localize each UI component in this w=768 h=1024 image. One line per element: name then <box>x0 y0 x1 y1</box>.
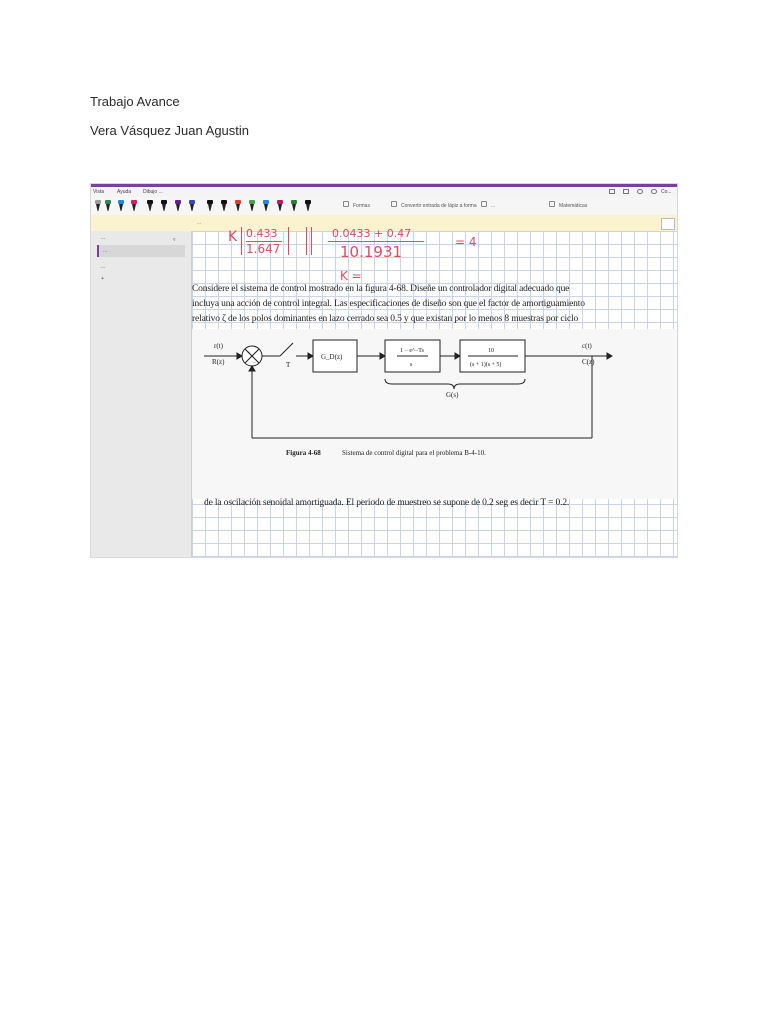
label-r-t: r(t) <box>214 342 223 350</box>
pen-icon[interactable] <box>118 200 124 211</box>
window-icon <box>623 189 629 194</box>
menu-item-help[interactable]: Ayuda <box>117 189 132 195</box>
add-page-button[interactable]: + <box>101 276 104 282</box>
pen-icon[interactable] <box>249 200 255 211</box>
ink-to-shape-button[interactable]: Convertir entrada de lápiz a forma <box>401 203 477 209</box>
handwritten-bar <box>306 227 307 255</box>
math-icon[interactable] <box>549 201 555 207</box>
handwritten-fraction2-numerator: 0.0433 + 0.47 <box>332 227 412 240</box>
window-icon <box>651 189 657 194</box>
filter-icon[interactable]: ▿ <box>173 237 176 243</box>
window-icon <box>637 189 643 194</box>
label-hold-numerator: 1 − e^−Ts <box>400 348 424 354</box>
pen-icon[interactable] <box>161 200 167 211</box>
pen-icon[interactable] <box>189 200 195 211</box>
pen-icon[interactable] <box>291 200 297 211</box>
label-plant-numerator: 10 <box>488 348 494 354</box>
handwritten-bar <box>288 227 289 255</box>
pen-icon[interactable] <box>277 200 283 211</box>
label-sampler: T <box>286 361 291 369</box>
caption-text: Sistema de control digital para el problema B-4-10. <box>342 449 486 457</box>
pen-icon[interactable] <box>207 200 213 211</box>
junction-minus: − <box>253 361 256 366</box>
info-bar-button[interactable] <box>661 218 675 230</box>
info-bar-text: ... <box>197 220 202 226</box>
pen-icon[interactable] <box>235 200 241 211</box>
math-button[interactable]: Matemáticas <box>559 203 588 209</box>
label-C-z: C(z) <box>582 358 595 366</box>
forms-button[interactable]: Formas <box>353 203 370 209</box>
ink-to-shape-icon[interactable] <box>391 201 397 207</box>
problem-line-4: de la oscilación senoidal amortiguada. El periodo de muestreo se supone de 0.2 seg es decir T = 0.2. <box>204 498 570 508</box>
handwritten-k: K <box>228 229 238 245</box>
handwritten-fraction-bar <box>328 241 424 242</box>
embedded-screenshot <box>90 183 678 558</box>
label-controller: G_D(z) <box>321 353 343 361</box>
pen-icon[interactable] <box>263 200 269 211</box>
handwritten-fraction1-denominator: 1.647 <box>246 242 281 256</box>
caption-label: Figura 4-68 <box>286 449 321 457</box>
menu-bar <box>91 187 677 197</box>
pen-icon[interactable] <box>105 200 111 211</box>
handwritten-equals: = 4 <box>455 235 477 249</box>
document-title: Trabajo Avance <box>90 94 180 109</box>
handwritten-fraction2-denominator: 10.1931 <box>340 243 403 261</box>
window-icon <box>609 189 615 194</box>
handwritten-bar <box>241 227 242 255</box>
shapes-icon[interactable] <box>343 201 349 207</box>
sidebar-item-page-selected[interactable]: ... <box>97 245 185 257</box>
menu-item-view[interactable]: Vista <box>93 189 105 195</box>
label-R-z: R(z) <box>212 358 225 366</box>
handwritten-bar <box>311 227 312 255</box>
pen-icon[interactable] <box>305 200 311 211</box>
problem-line-1: Considere el sistema de control mostrado en la figura 4-68. Diseñe un controlador digital adecuado que <box>192 284 570 294</box>
note-page <box>192 227 677 557</box>
label-plant-denominator: (s + 1)(s + 5) <box>470 362 502 368</box>
handwritten-k-equals: K = <box>340 269 362 283</box>
label-c-t: c(t) <box>582 342 592 350</box>
pen-icon[interactable] <box>147 200 153 211</box>
document-author: Vera Vásquez Juan Agustin <box>90 123 250 138</box>
sidebar-header[interactable]: ... <box>101 235 106 241</box>
problem-line-2: incluya una acción de control integral. Las especificaciones de diseño son que el factor de amortiguamiento <box>192 299 585 309</box>
problem-line-3: relativo ζ de los polos dominantes en lazo cerrado sea 0.5 y que existan por lo menos 8 muestras por ciclo <box>192 314 579 324</box>
ink-to-text-button[interactable]: ... <box>491 203 496 209</box>
block-diagram <box>192 329 678 499</box>
menu-item-right[interactable]: Co... <box>661 189 672 195</box>
sidebar <box>91 231 192 557</box>
pen-icon[interactable] <box>131 200 137 211</box>
pen-icon[interactable] <box>175 200 181 211</box>
pen-icon[interactable] <box>221 200 227 211</box>
ink-to-text-icon[interactable] <box>481 201 487 207</box>
sidebar-item-page[interactable]: ... <box>101 264 106 270</box>
pen-icon[interactable] <box>95 200 101 211</box>
handwritten-fraction1-numerator: 0.433 <box>246 227 278 240</box>
junction-plus: + <box>247 351 250 356</box>
label-hold-denominator: s <box>410 362 413 368</box>
label-G-s: G(s) <box>446 391 459 399</box>
pen-toolbar <box>91 197 677 216</box>
menu-item-draw[interactable]: Dibujo ... <box>143 189 163 195</box>
